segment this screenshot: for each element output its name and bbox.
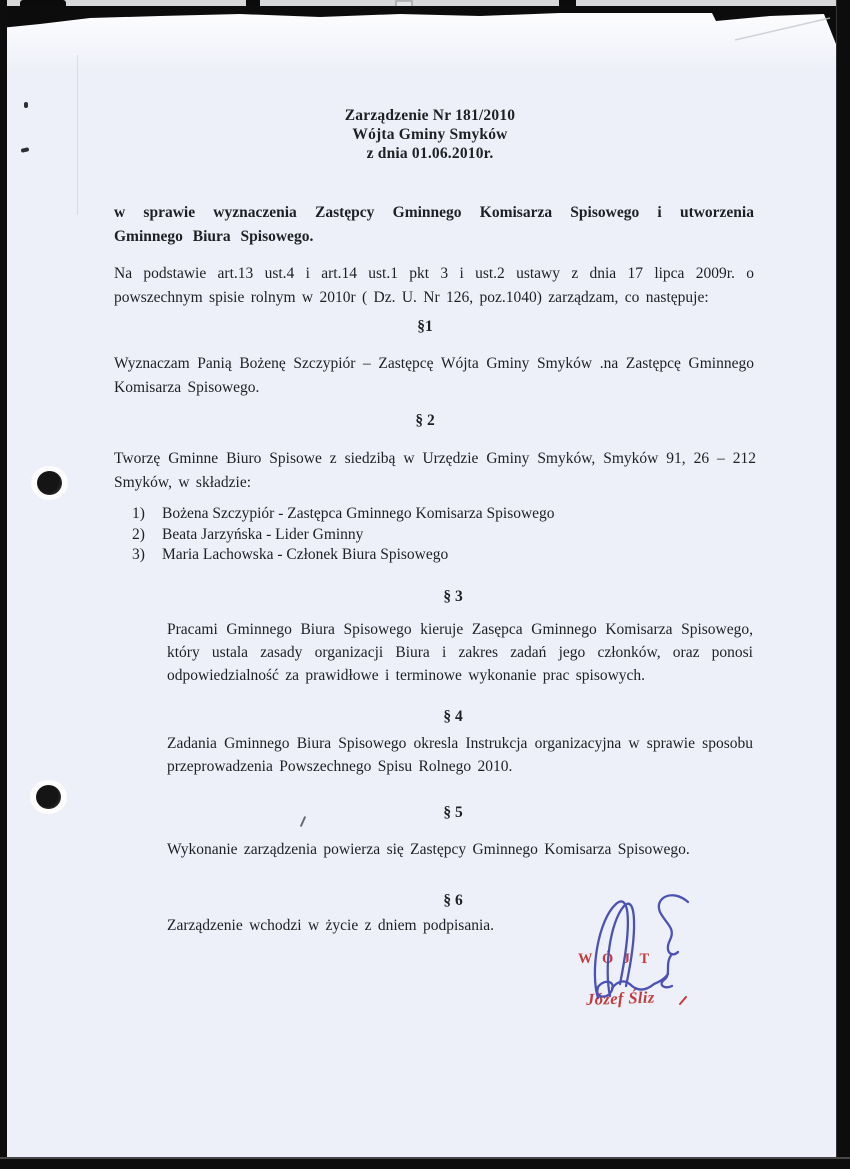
list-item-text: Maria Lachowska - Członek Biura Spisowego [162,546,449,563]
handwritten-signature [560,880,710,1015]
subject-paragraph: w sprawie wyznaczenia Zastępcy Gminnego Komisarza Spisowego i utworzenia Gminnego Biura Spisowego. [114,204,754,245]
section-6-text: Zarządzenie wchodzi w życie z dniem podpisania. [167,917,495,934]
stamp-tick-mark [680,997,686,1004]
paper-sheet [7,12,837,1158]
list-item [132,545,692,566]
section-5-header: § 5 [443,804,463,821]
section-4-header: § 4 [443,708,463,725]
section-4-text: Zadania Gminnego Biura Spisowego okresla Instrukcja organizacyjna w sprawie sposobu przeprowadzenia Powszechnego Spisu Rolnego 2010. [167,735,753,775]
signer-name-stamp: Józef Śliz [585,987,655,1009]
section-3-text: Pracami Gminnego Biura Spisowego kieruje Zasępca Gminnego Komisarza Spisowego, który ustala zasady organizacji Biura i zakres zadań jego członków, oraz ponosi odpowiedzialność za prawidłowe i terminowe wykonanie prac spisowych. [167,621,753,684]
section-1-text: Wyznaczam Panią Bożenę Szczypiór – Zastępcę Wójta Gminy Smyków .na Zastępcę Gminnego Komisarza Spisowego. [114,355,754,396]
section-2-text: Tworzę Gminne Biuro Spisowe z siedzibą w Urzędzie Gminy Smyków, Smyków 91, 26 – 212 Smyków, w składzie: [114,450,756,491]
list-item [132,525,692,546]
section-3-header: § 3 [443,588,463,605]
document-title [100,106,760,163]
scan-border-right [836,0,850,1169]
section-6-header: § 6 [443,892,463,909]
list-item-number: 1) [132,505,145,522]
list-item [132,504,692,525]
paper-fold-line [77,55,78,215]
list-item-number: 3) [132,546,145,563]
scan-artifact [24,102,28,108]
bureau-members-list [132,504,692,566]
hole-punch-mark [37,471,62,495]
scan-border-left [0,0,7,1169]
section-2-header: § 2 [415,412,435,429]
scan-border-top [0,0,850,48]
section-5-text: Wykonanie zarządzenia powierza się Zastępcy Gminnego Komisarza Spisowego. [167,841,690,858]
title-line-date: z dnia 01.06.2010r. [366,145,494,162]
title-line-ordinance: Zarządzenie Nr 181/2010 [344,107,516,124]
mayor-stamp-title: WÓJT [578,951,659,967]
list-item-number: 2) [132,525,145,543]
list-item-text: Beata Jarzyńska - Lider Gminny [162,525,364,543]
section-1-header: §1 [417,318,433,335]
scan-border-bottom [0,1157,850,1169]
title-line-issuer: Wójta Gminy Smyków [352,126,508,143]
legal-basis-paragraph: Na podstawie art.13 ust.4 i art.14 ust.1 pkt 3 i ust.2 ustawy z dnia 17 lipca 2009r. o powszechnym spisie rolnym w 2010r ( Dz. U. Nr 126, poz.1040) zarządzam, co następuje: [114,265,754,306]
list-item-text: Bożena Szczypiór - Zastępca Gminnego Komisarza Spisowego [162,505,555,522]
